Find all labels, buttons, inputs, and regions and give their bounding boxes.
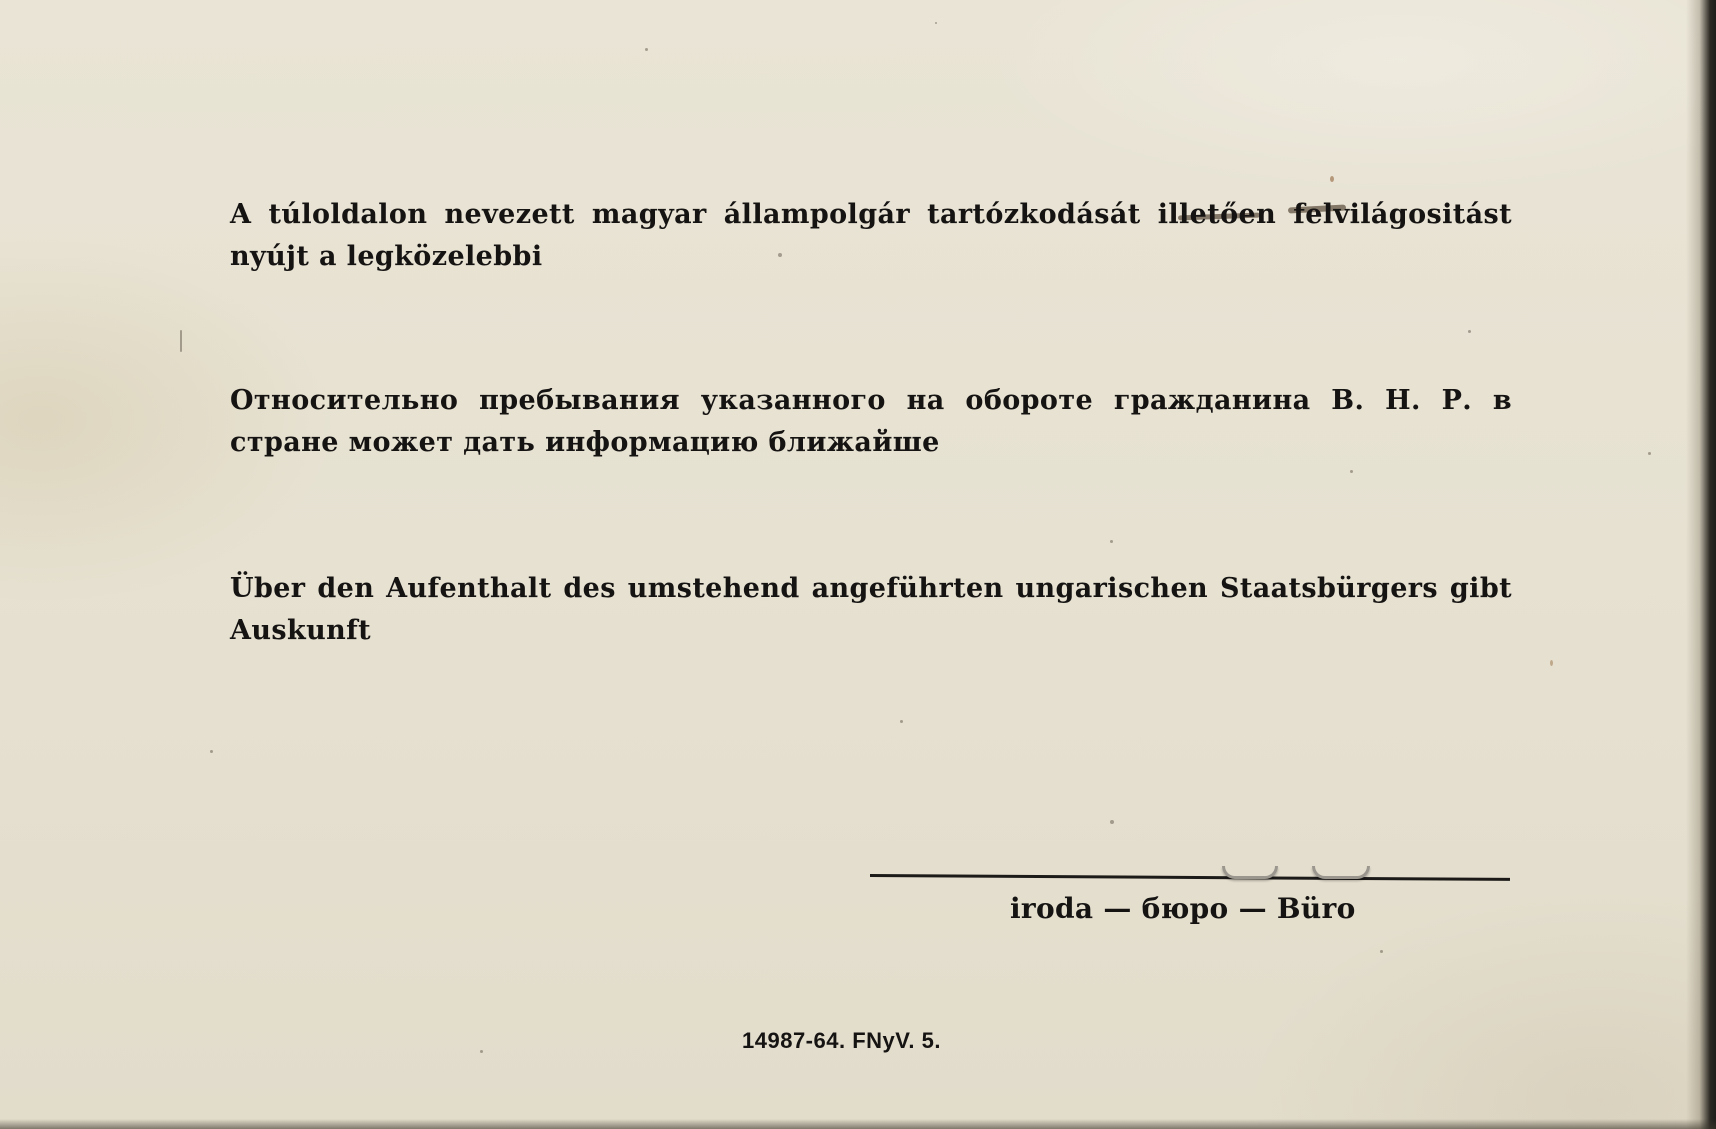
- german-paragraph: Über den Aufenthalt des umstehend angeführten ungarischen Staatsbürgers gibt Auskunft: [230, 573, 1512, 646]
- paper-speck: [1350, 470, 1353, 473]
- paper-speck: [1110, 540, 1113, 543]
- print-code: 14987-64. FNyV. 5.: [742, 1028, 941, 1053]
- card-edge-shadow: [1686, 0, 1716, 1129]
- paper-speck: [1468, 330, 1471, 333]
- russian-paragraph: Относительно пребывания указанного на обороте гражданина В. Н. Р. в стране может дать информацию ближайше: [230, 385, 1512, 458]
- signature-line: [870, 874, 1510, 881]
- paper-speck: [1110, 820, 1114, 824]
- staple: [1312, 866, 1370, 879]
- paper-speck: [645, 48, 648, 51]
- card-edge-shadow: [0, 1119, 1716, 1129]
- paper-speck: [900, 720, 903, 723]
- paper-speck: [1550, 660, 1553, 666]
- paper-speck: [935, 22, 937, 24]
- office-label: iroda — бюро — Büro: [1010, 892, 1356, 925]
- paper-speck: [1330, 176, 1334, 182]
- hungarian-paragraph: A túloldalon nevezett magyar állampolgár tartózkodását illetően felvilágositást nyújt a legközelebbi: [230, 199, 1512, 272]
- paper-speck: [1380, 950, 1383, 953]
- paper-speck: [210, 750, 213, 753]
- paper-speck: [480, 1050, 483, 1053]
- paper-speck: [1648, 452, 1651, 455]
- paper-speck: [180, 330, 182, 352]
- staple: [1222, 866, 1278, 879]
